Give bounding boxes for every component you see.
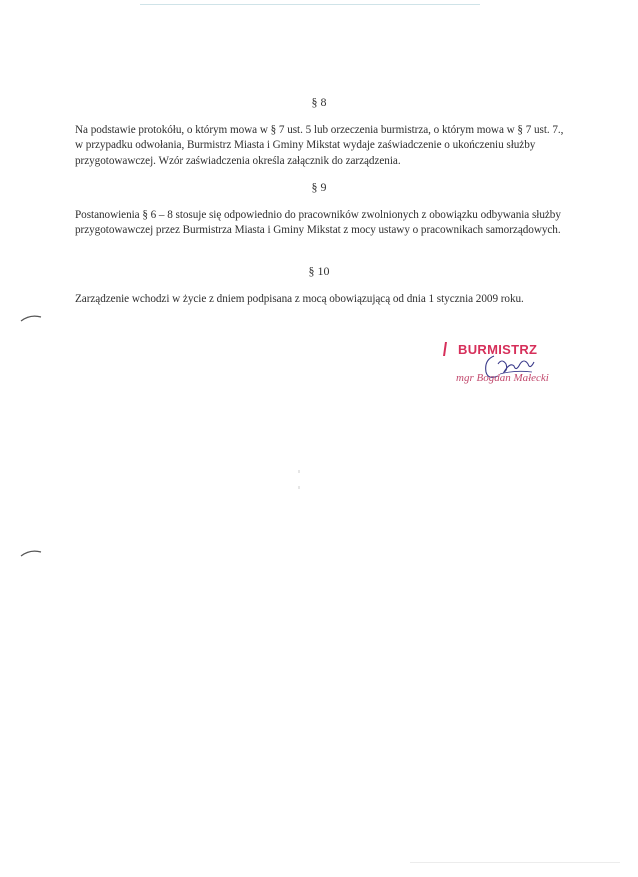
stamp-bar bbox=[443, 342, 447, 356]
stamp-name: mgr Bogdan Małecki bbox=[456, 372, 549, 384]
section-8-heading: § 8 bbox=[311, 95, 327, 109]
scan-edge-line-bottom bbox=[410, 862, 620, 863]
section-10-heading: § 10 bbox=[308, 264, 330, 278]
punch-mark-upper bbox=[20, 313, 42, 323]
section-8-paragraph: Na podstawie protokółu, o którym mowa w § 7 ust. 5 lub orzeczenia burmistrza, o którym mowa w § 7 ust. 7., w przypadku odwołania, Burmistrz Miasta i Gminy Mikstat wydaje zaświadczenie o ukończeniu służby przygotowawczej. Wzór zaświadczenia określa załącznik do zarządzenia. bbox=[75, 124, 564, 167]
scan-edge-line bbox=[140, 4, 480, 5]
scan-speck bbox=[298, 470, 300, 473]
stamp-title: BURMISTRZ bbox=[458, 342, 538, 357]
scan-speck bbox=[298, 486, 300, 489]
section-10-paragraph: Zarządzenie wchodzi w życie z dniem podpisana z mocą obowiązującą od dnia 1 stycznia 2009 roku. bbox=[75, 293, 524, 305]
section-9-paragraph: Postanowienia § 6 – 8 stosuje się odpowiednio do pracowników zwolnionych z obowiązku odbywania służby przygotowawczej przez Burmistrza Miasta i Gminy Mikstat z mocy ustawy o pracownikach samorządowych. bbox=[75, 209, 561, 237]
official-stamp bbox=[440, 338, 580, 394]
section-9-heading: § 9 bbox=[311, 180, 327, 194]
punch-mark-lower bbox=[20, 548, 42, 558]
